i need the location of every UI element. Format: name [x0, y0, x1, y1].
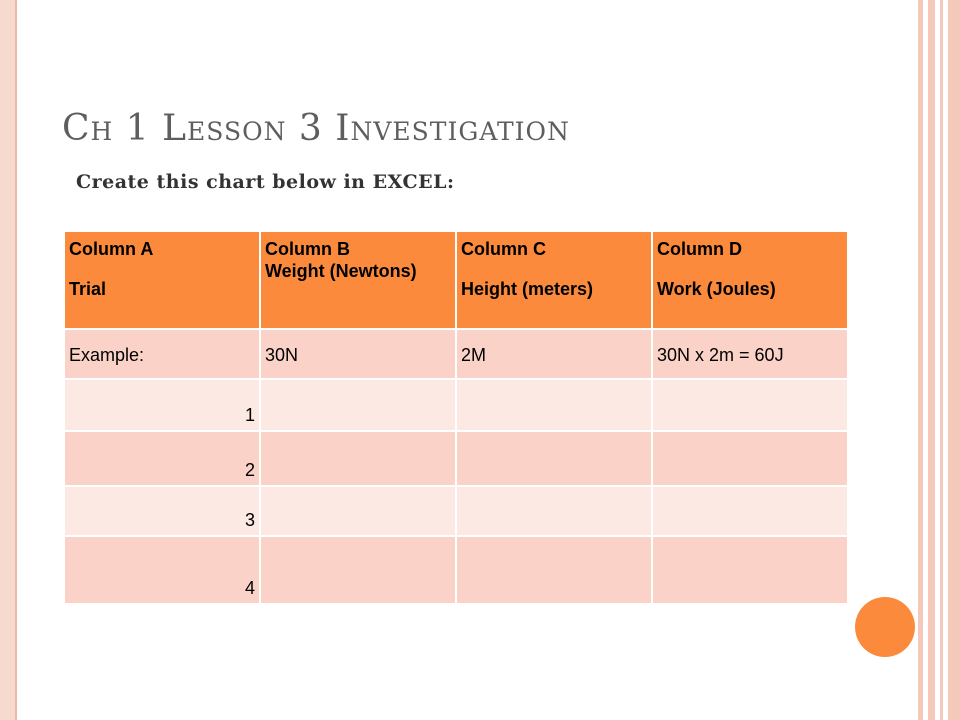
header-cell-column-a	[64, 231, 260, 329]
table-cell: 30N x 2m = 60J	[652, 329, 848, 379]
decorative-circle	[855, 597, 915, 657]
header-column-name: Column B	[265, 239, 350, 259]
table-row	[64, 536, 848, 604]
stripe	[918, 0, 923, 720]
table-row-example	[64, 329, 848, 379]
stripe	[928, 0, 935, 720]
table-row	[64, 486, 848, 536]
header-column-label: Trial	[69, 279, 107, 299]
table-row	[64, 379, 848, 431]
trial-number-cell: 1	[64, 379, 260, 431]
table-cell	[456, 431, 652, 486]
header-cell-column-d	[652, 231, 848, 329]
table-cell	[652, 486, 848, 536]
slide-title: Ch 1 Lesson 3 Investigation	[62, 108, 570, 149]
table-cell	[260, 486, 456, 536]
trial-number-cell: 3	[64, 486, 260, 536]
table-cell	[652, 536, 848, 604]
table-cell	[456, 486, 652, 536]
table-cell	[260, 379, 456, 431]
table-cell	[456, 536, 652, 604]
header-cell-column-c	[456, 231, 652, 329]
table-cell	[456, 379, 652, 431]
header-cell-column-b	[260, 231, 456, 329]
table-cell	[652, 379, 848, 431]
table-cell	[652, 431, 848, 486]
right-decorative-stripes	[918, 0, 960, 720]
table-cell: 2M	[456, 329, 652, 379]
header-column-name: Column C	[461, 239, 546, 259]
header-column-name: Column A	[69, 239, 154, 259]
header-column-label: Height (meters)	[461, 279, 594, 299]
table-cell	[260, 431, 456, 486]
header-column-name: Column D	[657, 239, 742, 259]
table-row	[64, 431, 848, 486]
trial-number-cell: 4	[64, 536, 260, 604]
left-decorative-border	[0, 0, 17, 720]
slide-subtitle: Create this chart below in EXCEL:	[76, 171, 455, 193]
header-column-label: Weight (Newtons)	[265, 261, 417, 281]
investigation-table	[63, 230, 849, 605]
header-row	[64, 231, 848, 329]
trial-number-cell: 2	[64, 431, 260, 486]
table-cell	[260, 536, 456, 604]
stripe	[948, 0, 960, 720]
table-cell: Example:	[64, 329, 260, 379]
table-cell: 30N	[260, 329, 456, 379]
stripe	[940, 0, 943, 720]
header-column-label: Work (Joules)	[657, 279, 776, 299]
